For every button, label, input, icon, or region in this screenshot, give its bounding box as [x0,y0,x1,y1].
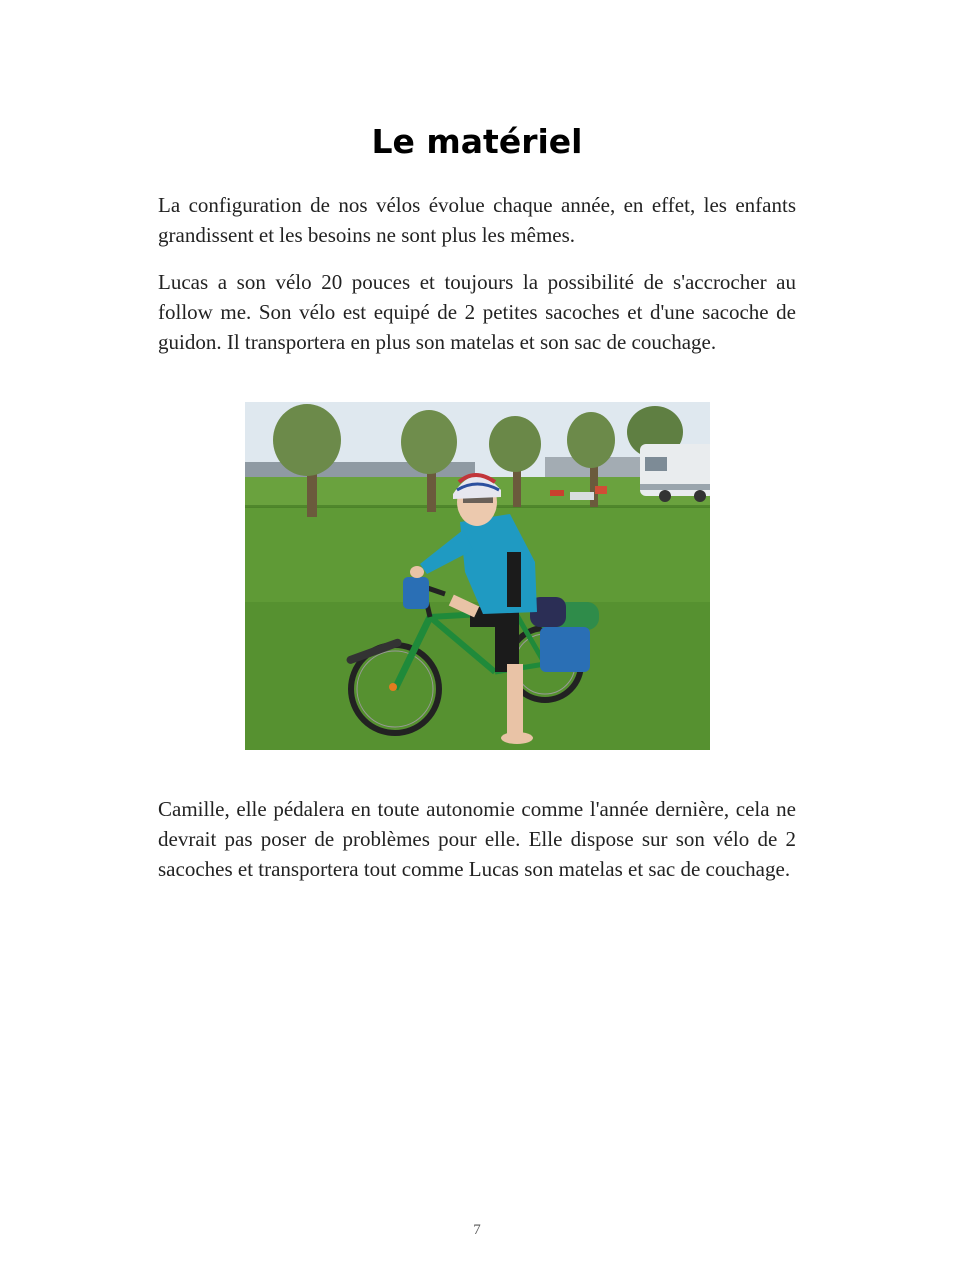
photo-boy-on-bike [245,402,710,750]
paragraph-lucas: Lucas a son vélo 20 pouces et toujours la possibilité de s'accrocher au follow me. Son vélo est equipé de 2 petites sacoches et d'une sacoche de guidon. Il transportera en plus son matelas et son sac de couchage. [158,270,796,354]
paragraph-camille: Camille, elle pédalera en toute autonomie comme l'année dernière, cela ne devrait pas poser de problèmes pour elle. Elle dispose sur son vélo de 2 sacoches et transportera tout comme Lucas son matelas et sac de couchage. [158,797,796,881]
photo-camper-van [640,444,710,502]
page-title: Le matériel [371,122,583,161]
paragraph-intro: La configuration de nos vélos évolue chaque année, en effet, les enfants grandissent et les besoins ne sont plus les mêmes. [158,193,796,247]
page-number: 7 [473,1222,481,1238]
